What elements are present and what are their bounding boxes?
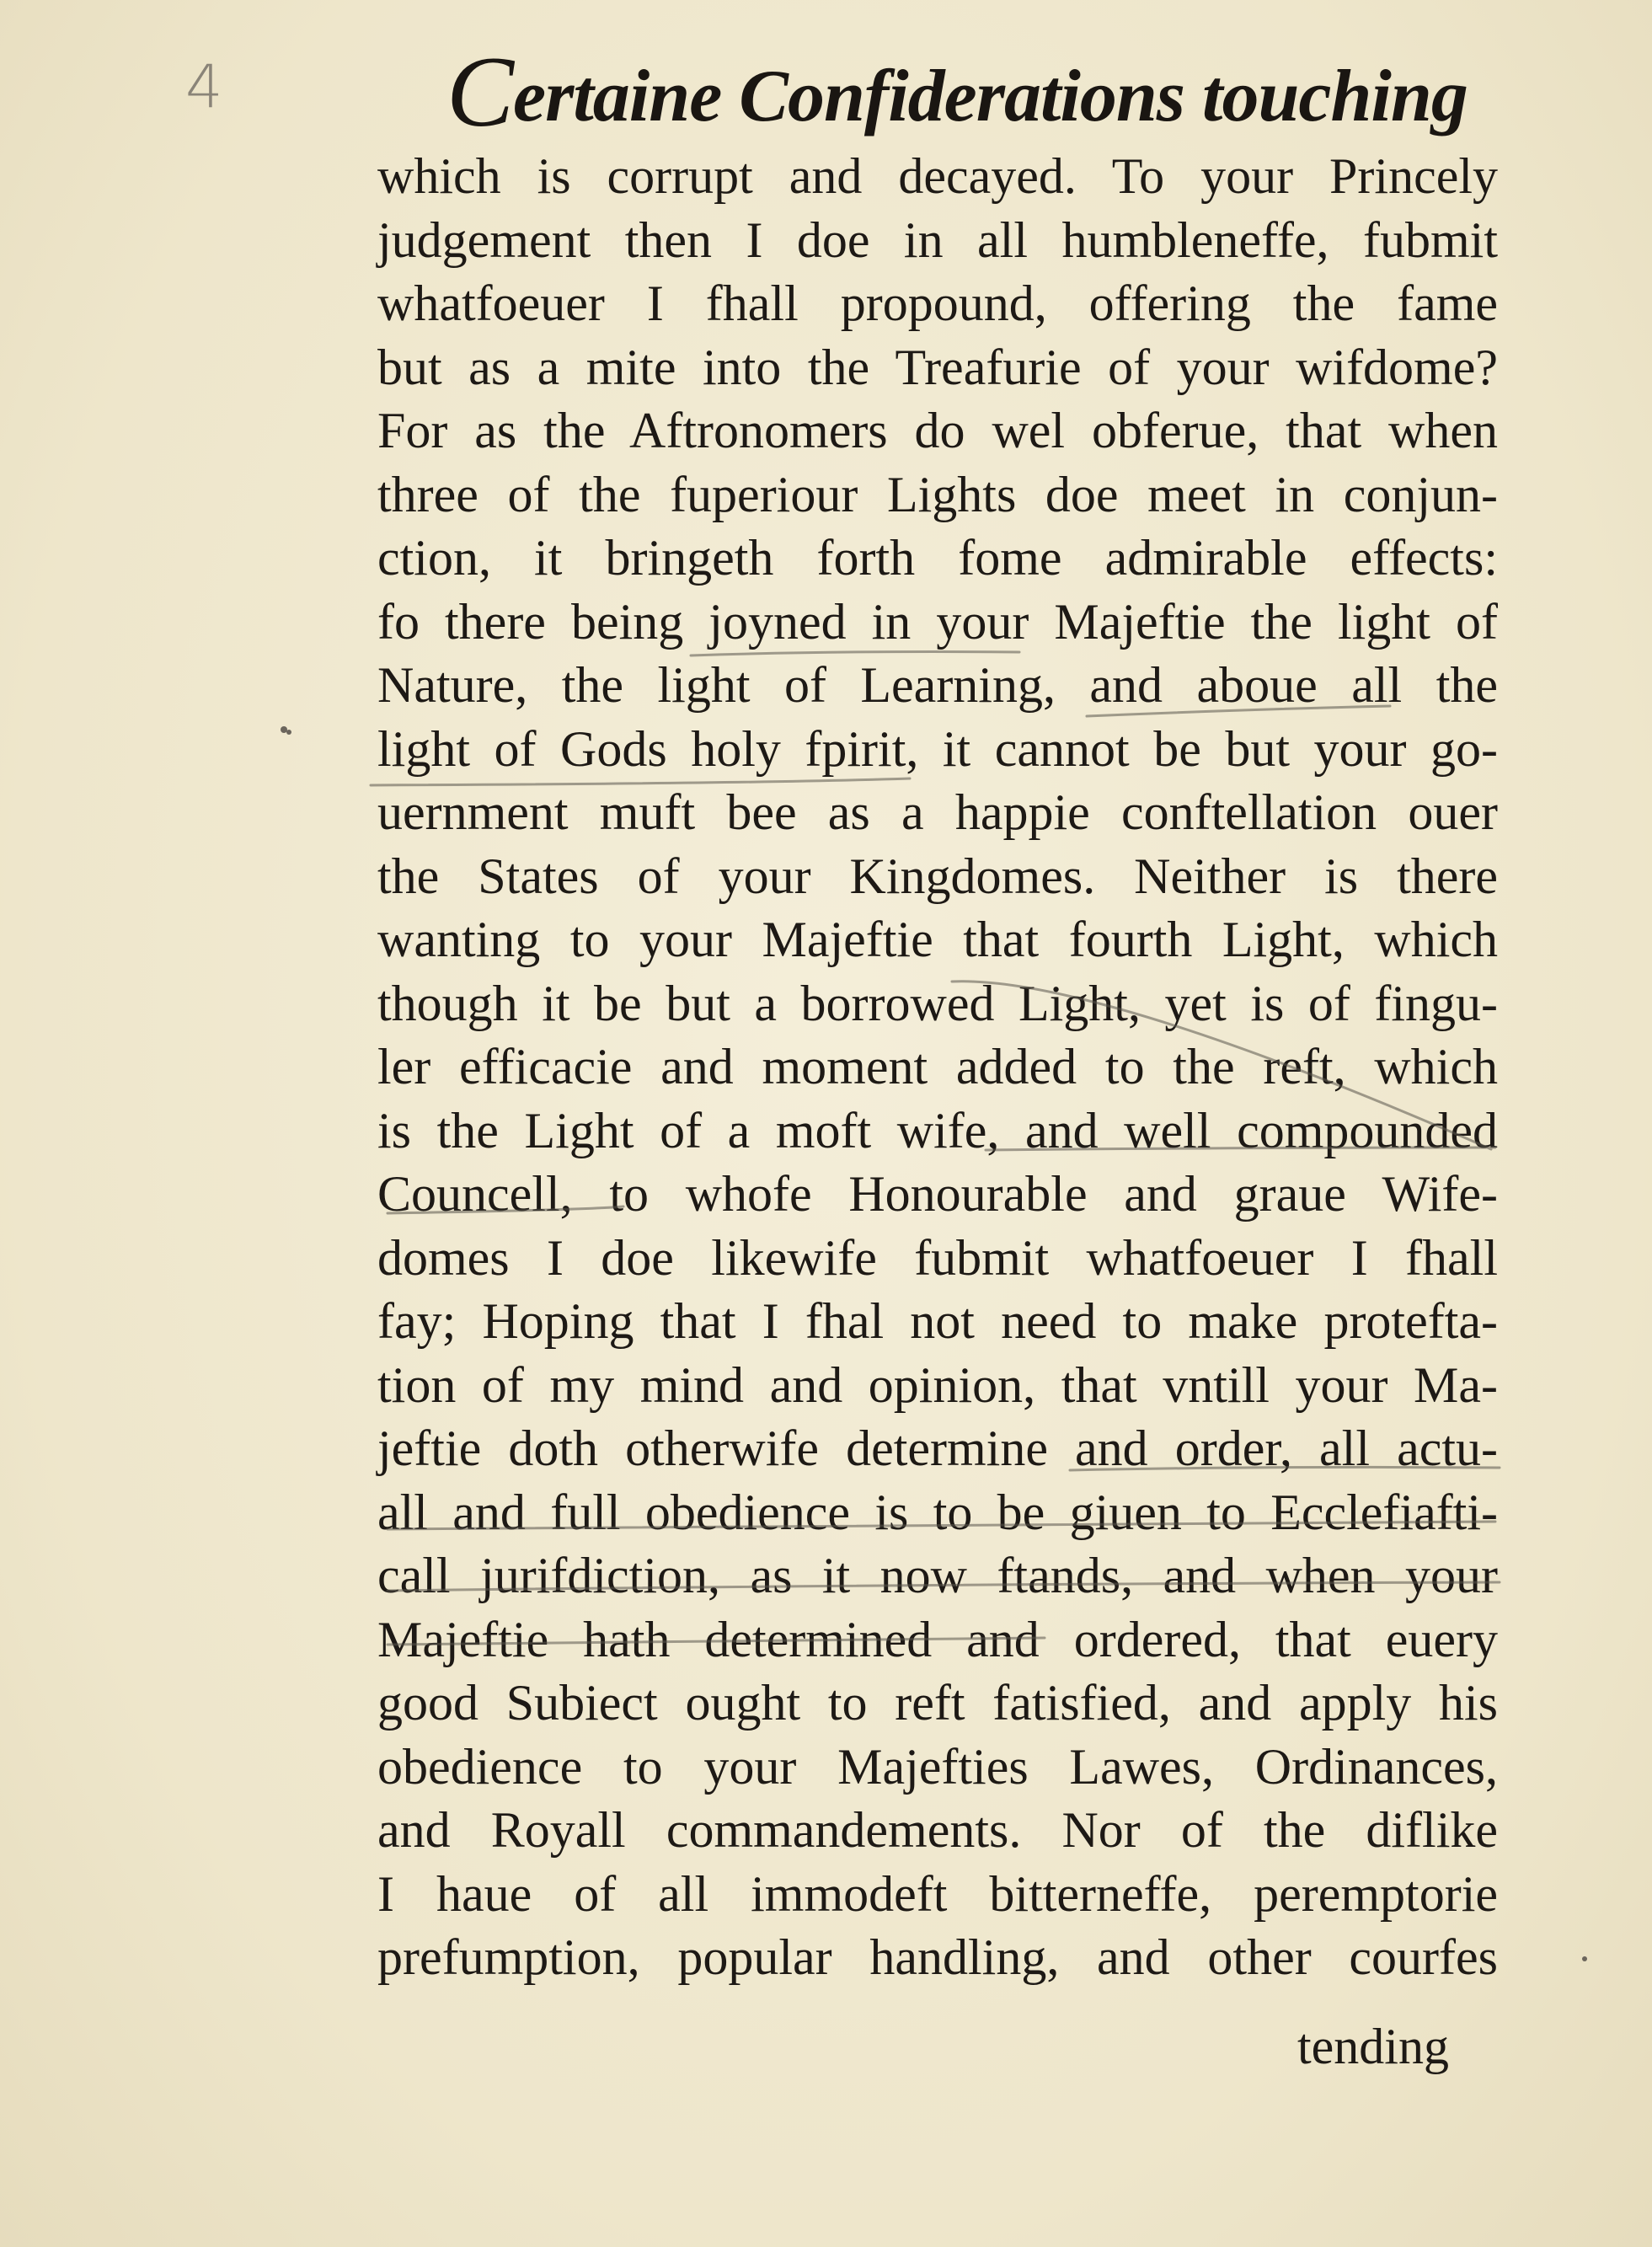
text-line-29: prefumption, popular handling, and other courfes	[377, 1929, 1498, 1985]
text-line-3: whatfoeuer I fhall propound, offering the fame	[377, 276, 1498, 331]
ink-speck	[286, 730, 291, 735]
text-line-8: fo there being joyned in your Majeftie the light of	[377, 593, 1498, 650]
text-line-22: all and full obedience is to be giuen to Ecclefiafti-	[377, 1484, 1498, 1540]
running-head-initial: C	[446, 35, 514, 147]
text-line-21: jeftie doth otherwife determine and order, all actu-	[377, 1420, 1498, 1476]
text-line-11: uernment muft bee as a happie conftellation ouer	[377, 784, 1498, 840]
text-line-5: For as the Aftronomers do wel obferue, that when	[377, 403, 1498, 458]
text-line-7: ction, it bringeth forth fome admirable effects:	[377, 530, 1498, 586]
text-line-9: Nature, the light of Learning, and aboue all the	[377, 657, 1498, 713]
text-line-20: tion of my mind and opinion, that vntill your Ma-	[377, 1356, 1498, 1413]
text-line-10: light of Gods holy fpirit, it cannot be but your go-	[377, 720, 1498, 777]
text-line-6: three of the fuperiour Lights doe meet in conjun-	[377, 466, 1498, 522]
page-number: 4	[185, 52, 223, 121]
text-line-1: which is corrupt and decayed. To your Princely	[377, 148, 1498, 204]
text-line-28: I haue of all immodeft bitterneffe, peremptorie	[377, 1865, 1498, 1922]
text-line-17: Councell, to whofe Honourable and graue Wife-	[377, 1166, 1498, 1222]
text-line-26: obedience to your Majefties Lawes, Ordinances,	[377, 1738, 1498, 1795]
text-line-15: ler efficacie and moment added to the reft, which	[377, 1039, 1498, 1094]
text-line-23: call jurifdiction, as it now ftands, and when your	[377, 1548, 1498, 1603]
text-line-16: is the Light of a moft wife, and well compounded	[377, 1102, 1498, 1158]
body-text	[377, 145, 1498, 1990]
running-head	[446, 34, 1468, 150]
ink-speck	[1582, 1956, 1587, 1961]
text-line-2: judgement then I doe in all humbleneffe, fubmit	[377, 211, 1498, 268]
text-line-19: fay; Hoping that I fhal not need to make protefta-	[377, 1293, 1498, 1349]
text-line-4: but as a mite into the Treafurie of your wifdome?	[377, 339, 1498, 395]
catchword: tending	[1297, 2019, 1449, 2074]
text-line-24: Majeftie hath determined and ordered, that euery	[377, 1611, 1498, 1667]
text-line-14: though it be but a borrowed Light, yet is of fingu-	[377, 975, 1498, 1031]
text-line-25: good Subiect ought to reft fatisfied, and apply his	[377, 1675, 1498, 1731]
text-line-27: and Royall commandements. Nor of the diflike	[377, 1802, 1498, 1858]
running-head-text: ertaine Confiderations touching	[513, 56, 1468, 137]
text-line-13: wanting to your Majeftie that fourth Light, which	[377, 912, 1498, 967]
text-line-12: the States of your Kingdomes. Neither is there	[377, 848, 1498, 904]
text-line-18: domes I doe likewife fubmit whatfoeuer I fhall	[377, 1229, 1498, 1286]
